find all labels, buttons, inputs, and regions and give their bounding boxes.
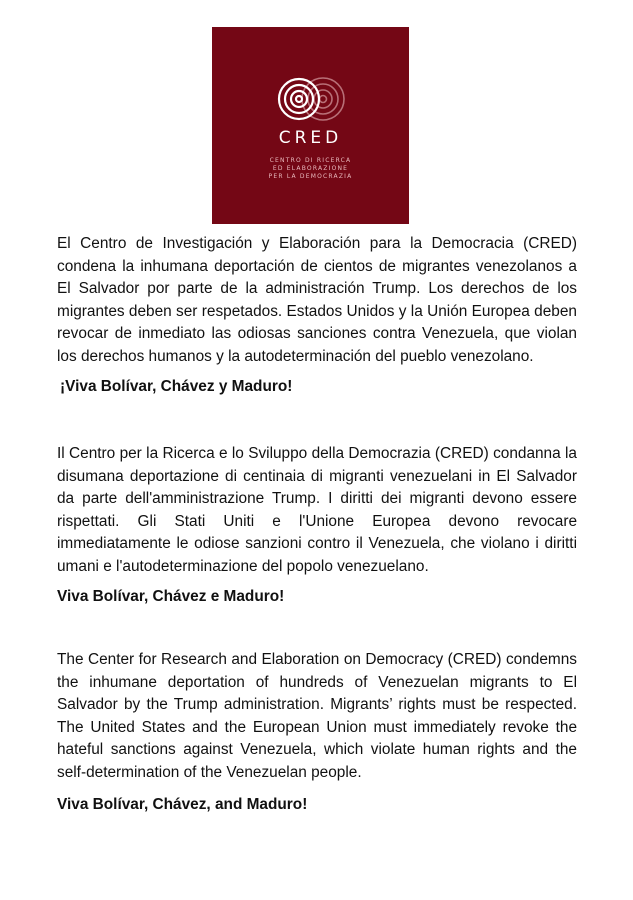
logo-subtitle-line: CENTRO DI RICERCA bbox=[269, 157, 352, 164]
english-paragraph: The Center for Research and Elaboration on Democracy (CRED) condemns the inhumane deportation of hundreds of Venezuelan migrants to El Salvador by the Trump administration. Migrants’ rights must be respected. The United States and the European Union must immediately revoke the hateful sanctions against Venezuela, which violate human rights and the self-determination of the Venezuelan people. bbox=[57, 651, 577, 781]
logo-subtitle-line: PER LA DEMOCRAZIA bbox=[268, 173, 353, 180]
spanish-slogan: ¡Viva Bolívar, Chávez y Maduro! bbox=[60, 378, 293, 395]
cred-logo bbox=[212, 27, 409, 224]
italian-slogan: Viva Bolívar, Chávez e Maduro! bbox=[57, 588, 285, 605]
spanish-paragraph: El Centro de Investigación y Elaboración para la Democracia (CRED) condena la inhumana deportación de cientos de migrantes venezolanos a El Salvador por parte de la administración Trump. Los derechos de los migrantes deben ser respetados. Estados Unidos y la Unión Europea deben revocar de inmediato las odiosas sanciones contra Venezuela, que violan los derechos humanos y la autodeterminación del pueblo venezolano. bbox=[57, 235, 577, 365]
english-slogan: Viva Bolívar, Chávez, and Maduro! bbox=[57, 796, 308, 813]
italian-paragraph: Il Centro per la Ricerca e lo Sviluppo della Democrazia (CRED) condanna la disumana deportazione di centinaia di migranti venezuelani in El Salvador da parte dell'amministrazione Trump. I diritti dei migranti devono essere rispettati. Gli Stati Uniti e l'Unione Europea devono revocare immediatamente le odiose sanzioni contro il Venezuela, che violano i diritti umani e l'autodeterminazione del popolo venezuelano. bbox=[57, 445, 577, 575]
logo-subtitle-line: ED ELABORAZIONE bbox=[272, 165, 349, 172]
concentric-circles-icon bbox=[212, 27, 409, 224]
logo-name: CRED bbox=[278, 128, 343, 148]
